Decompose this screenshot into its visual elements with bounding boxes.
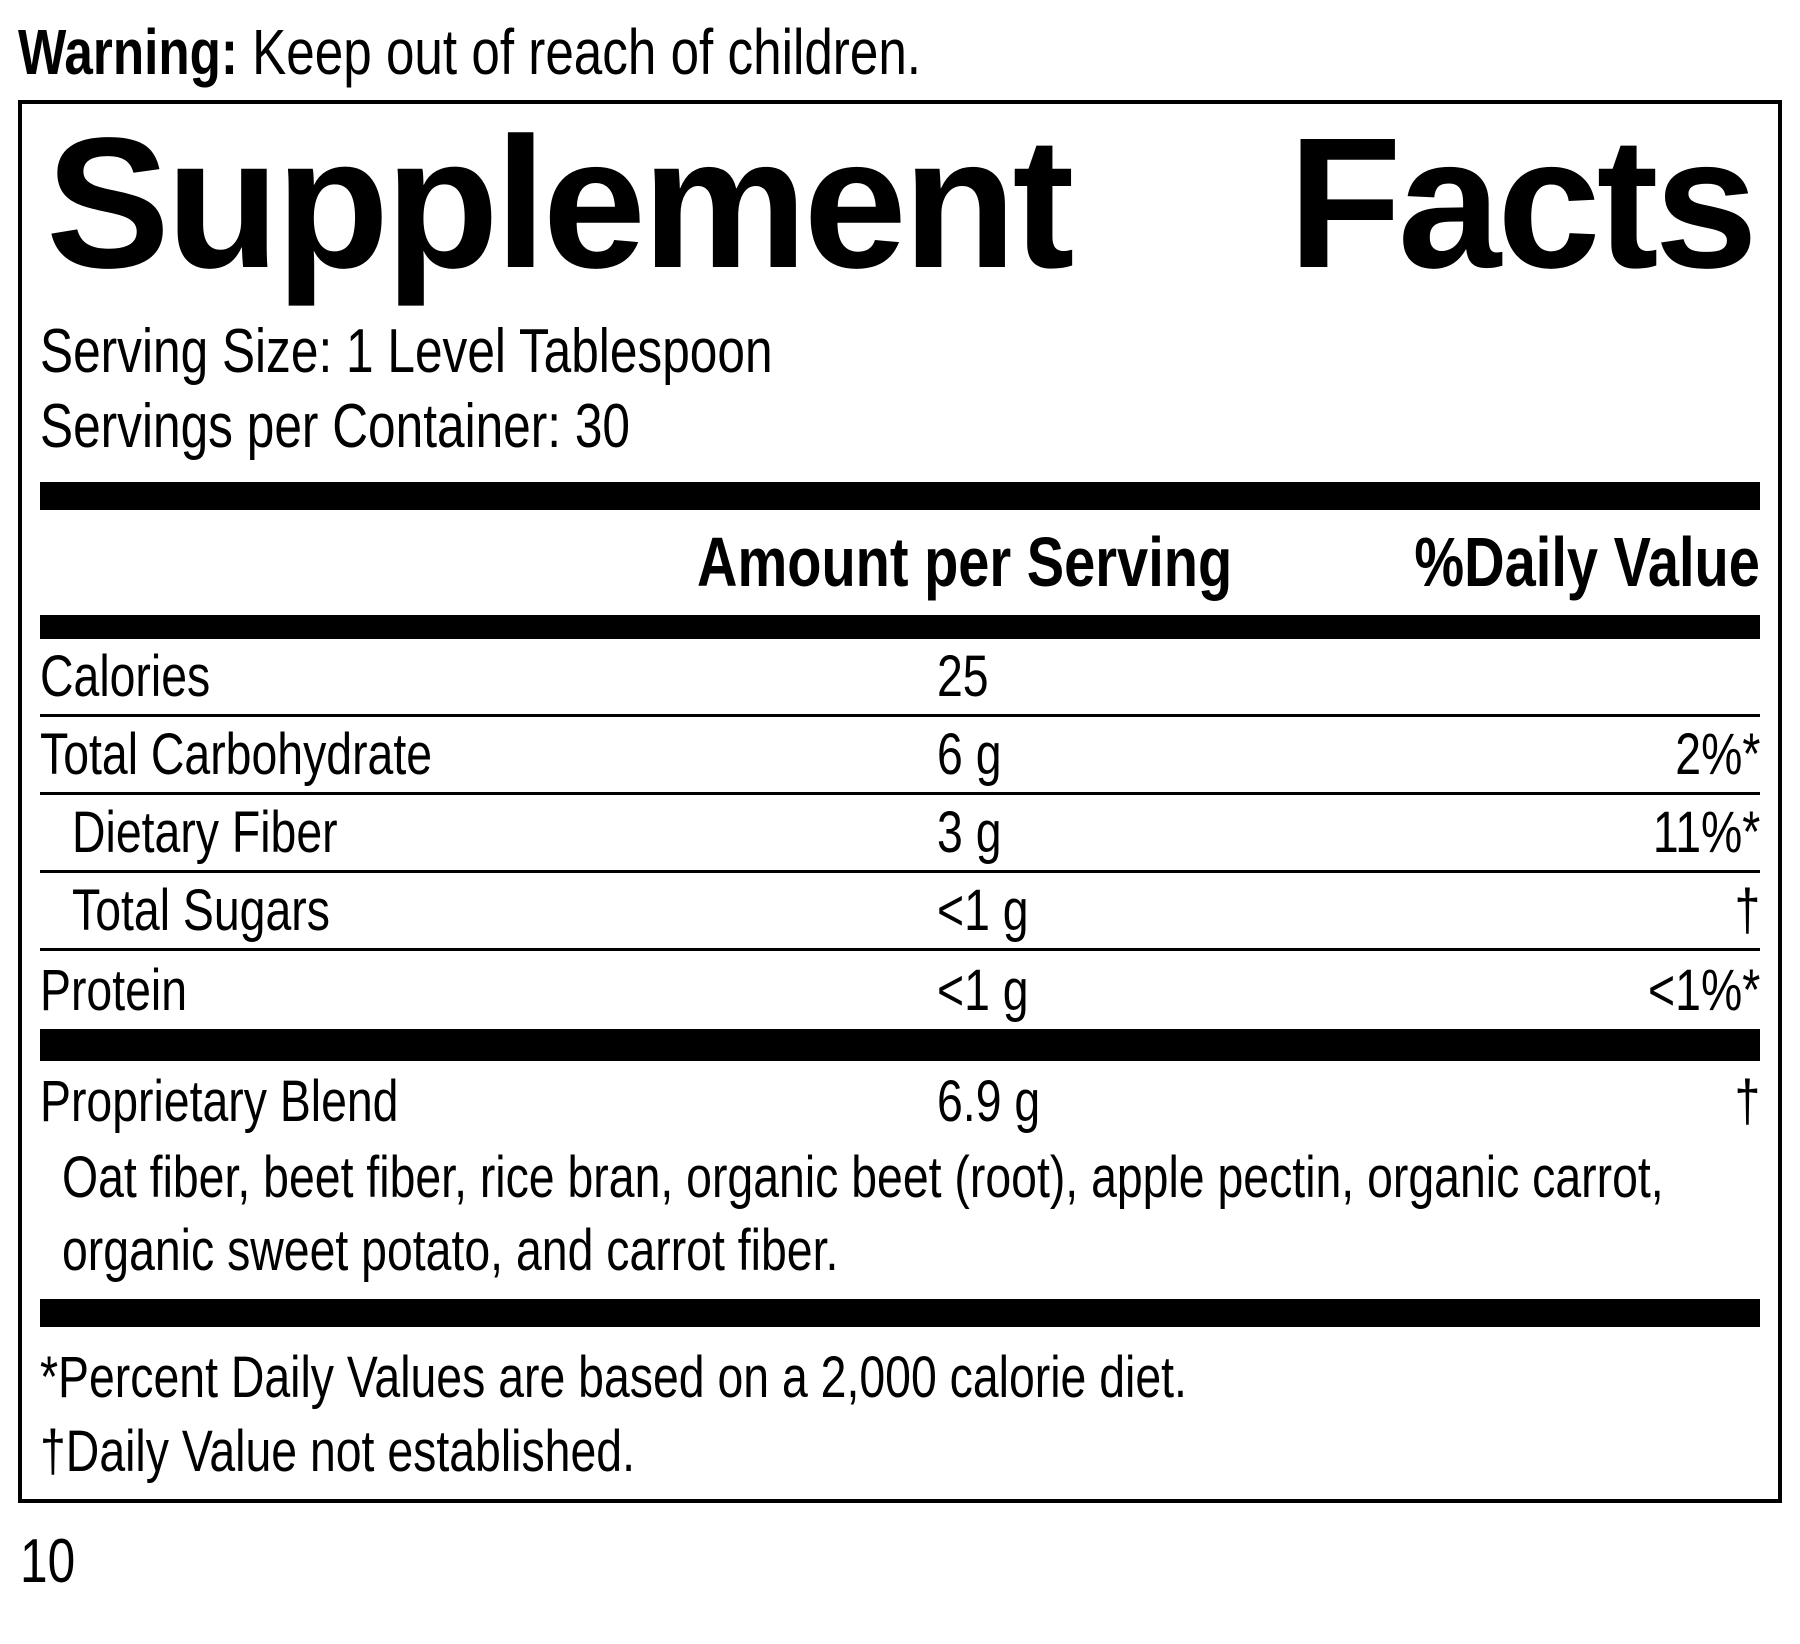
page-number: 10	[20, 1527, 76, 1596]
row-amount: <1 g	[937, 878, 1029, 943]
table-row-calories	[40, 639, 1760, 717]
footnote-daily-value-not-established: †Daily Value not established.	[40, 1419, 635, 1484]
supplement-facts-panel	[18, 100, 1782, 1503]
row-daily-value: †	[1734, 1068, 1760, 1134]
table-row-total-carbohydrate	[40, 717, 1760, 795]
row-label: Protein	[40, 957, 188, 1023]
ingredients-text: Oat fiber, beet fiber, rice bran, organic beet (root), apple pectin, organic carrot, organic sweet potato, and carrot fiber.	[62, 1145, 1664, 1283]
row-label: Total Sugars	[72, 878, 330, 943]
column-headers	[40, 510, 1760, 615]
warning-line	[18, 16, 1800, 88]
row-amount: 3 g	[937, 800, 1002, 865]
serving-size-line: Serving Size: 1 Level Tablespoon	[40, 317, 773, 386]
row-daily-value: 2%*	[1674, 722, 1760, 787]
row-amount: <1 g	[937, 957, 1029, 1023]
serving-info	[40, 314, 1760, 464]
table-row-total-sugars	[40, 873, 1760, 951]
separator-bar-header	[40, 615, 1760, 639]
footnote-percent-daily-values: *Percent Daily Values are based on a 2,000 calorie diet.	[40, 1345, 1187, 1410]
row-label: Proprietary Blend	[40, 1068, 399, 1134]
separator-bar-top	[40, 482, 1760, 510]
separator-bar-bottom	[40, 1299, 1760, 1327]
row-label: Total Carbohydrate	[40, 722, 433, 787]
proprietary-blend-ingredients	[40, 1141, 1760, 1287]
row-daily-value: 11%*	[1652, 800, 1760, 865]
table-row-dietary-fiber	[40, 795, 1760, 873]
panel-title-word-supplement: Supplement	[46, 100, 1071, 307]
warning-label: Warning:	[18, 16, 238, 88]
column-header-amount: Amount per Serving	[697, 523, 1233, 601]
warning-text: Keep out of reach of children.	[252, 16, 922, 88]
separator-bar-protein	[40, 1029, 1760, 1061]
panel-title-word-facts: Facts	[1288, 100, 1754, 307]
servings-per-container-line: Servings per Container: 30	[40, 392, 631, 461]
footnotes	[40, 1327, 1760, 1489]
table-row-proprietary-blend	[40, 1061, 1760, 1141]
warning-text-wrap	[18, 16, 921, 88]
row-amount: 6 g	[937, 722, 1002, 787]
table-row-protein	[40, 951, 1760, 1029]
row-daily-value: <1%*	[1647, 957, 1760, 1023]
row-amount: 6.9 g	[937, 1068, 1041, 1134]
row-daily-value: †	[1734, 878, 1760, 943]
row-amount: 25	[937, 644, 989, 709]
row-label: Calories	[40, 644, 211, 709]
column-header-daily-value: %Daily Value	[1414, 523, 1760, 601]
panel-title	[40, 100, 1760, 307]
row-label: Dietary Fiber	[72, 800, 338, 865]
